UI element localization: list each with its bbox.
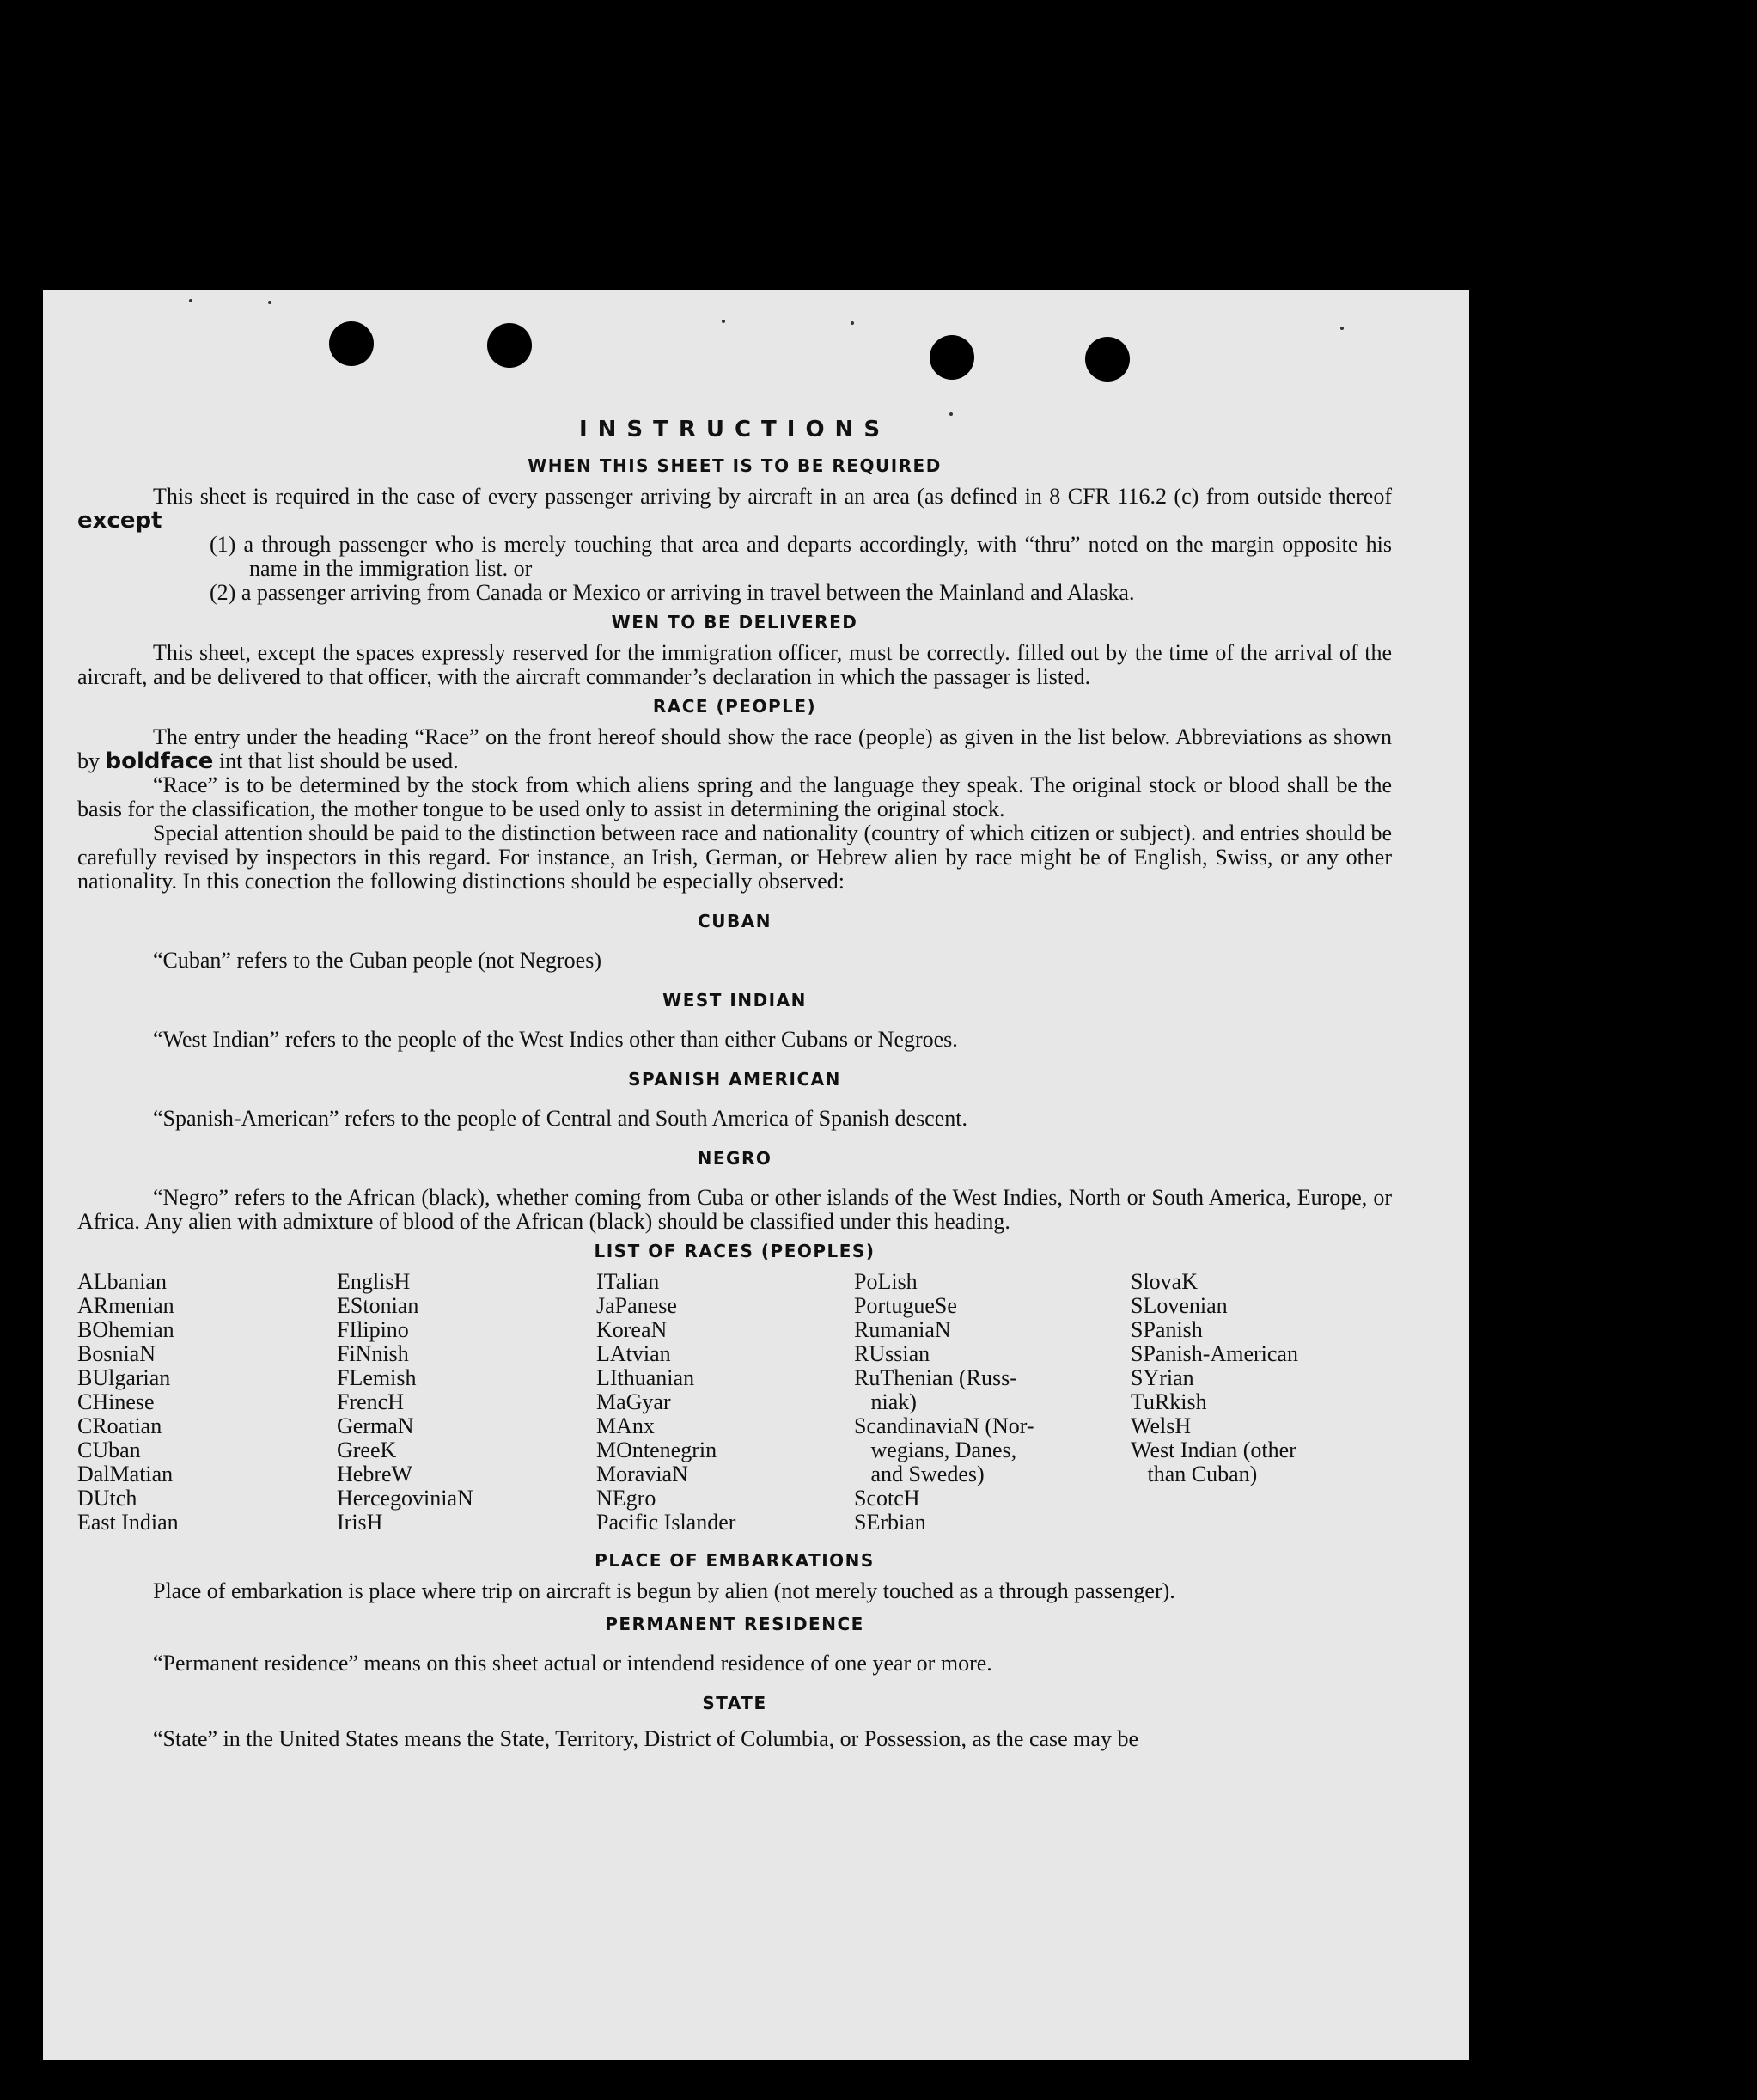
race-entry: MOntenegrin xyxy=(596,1438,717,1462)
race-entry: HercegoviniaN xyxy=(337,1486,473,1511)
race-entry: SlovaK xyxy=(1131,1269,1198,1294)
punch-hole xyxy=(487,323,532,368)
exception-item-2: (2) a passenger arriving from Canada or Mexico or arriving in travel between the Mainland and Alaska. xyxy=(210,580,1135,605)
race-entry: FrencH xyxy=(337,1389,404,1414)
race-entry: EStonian xyxy=(337,1293,419,1318)
race-entry: FiNnish xyxy=(337,1341,409,1366)
spanish-american-paragraph: “Spanish-American” refers to the people of Central and South America of Spanish descent. xyxy=(153,1106,967,1131)
race-entry: SErbian xyxy=(854,1510,926,1535)
race-entry: MaGyar xyxy=(596,1389,671,1414)
section-heading-delivered: WEN TO BE DELIVERED xyxy=(611,612,858,632)
race-entry: EnglisH xyxy=(337,1269,411,1294)
race-entry: HebreW xyxy=(337,1462,413,1486)
race-entry: West Indian (other xyxy=(1131,1438,1296,1462)
race-p1-text: The entry under the heading “Race” on the front hereof should show the race (people) as given in the list below. Abbreviations as shown by xyxy=(77,724,1392,773)
race-entry: PoLish xyxy=(854,1269,918,1294)
races-list xyxy=(77,1270,1392,1535)
scan-speck xyxy=(1340,327,1344,330)
race-entry: ALbanian xyxy=(77,1269,167,1294)
section-heading-spanish-american: SPANISH AMERICAN xyxy=(628,1069,841,1090)
section-heading-residence: PERMANENT RESIDENCE xyxy=(605,1614,864,1634)
race-entry: than Cuban) xyxy=(1131,1462,1258,1486)
required-intro-text: This sheet is required in the case of every passenger arriving by aircraft in an area (as defined in 8 CFR 116.2 (c) from outside thereof xyxy=(153,484,1392,509)
race-paragraph-3: Special attention should be paid to the distinction between race and nationality (country of which citizen or subject). and entries should be carefully revised by inspectors in this regard. For instance, an Irish, German, or Hebrew alien by race might be of English, Swiss, or any other nationality. In this conection the following distinctions should be especially observed: xyxy=(77,821,1392,894)
race-entry: wegians, Danes, xyxy=(854,1438,1017,1462)
state-paragraph: “State” in the United States means the State, Territory, District of Columbia, or Possession, as the case may be xyxy=(153,1726,1138,1751)
race-entry: PortugueSe xyxy=(854,1293,957,1318)
race-paragraph-1 xyxy=(77,725,1392,773)
punch-hole xyxy=(930,335,974,380)
race-entry: BOhemian xyxy=(77,1317,174,1342)
race-entry: ScotcH xyxy=(854,1486,920,1511)
race-entry: Pacific Islander xyxy=(596,1510,736,1535)
exception-item-1: (1) a through passenger who is merely touching that area and departs accordingly, with “thru” noted on the margin opposite his name in the immigration list. or xyxy=(210,532,1392,581)
race-entry: GreeK xyxy=(337,1438,397,1462)
race-entry: niak) xyxy=(854,1389,917,1414)
race-entry: BUlgarian xyxy=(77,1365,171,1390)
races-column-5 xyxy=(1131,1270,1388,1535)
punch-hole xyxy=(1085,337,1130,382)
race-p1-tail: int that list should be used. xyxy=(213,748,459,773)
section-heading-negro: NEGRO xyxy=(697,1148,772,1169)
race-entry: GermaN xyxy=(337,1413,414,1438)
race-entry: IrisH xyxy=(337,1510,383,1535)
page-title: INSTRUCTIONS xyxy=(578,417,891,443)
race-entry: RumaniaN xyxy=(854,1317,951,1342)
delivered-paragraph: This sheet, except the spaces expressly reserved for the immigration officer, must be correctly. filled out by the time of the arrival of the aircraft, and be delivered to that officer, with the aircraft commander’s declaration in which the passager is listed. xyxy=(77,640,1392,689)
race-entry: ARmenian xyxy=(77,1293,174,1318)
races-column-4 xyxy=(854,1270,1131,1535)
section-heading-embarkation: PLACE OF EMBARKATIONS xyxy=(595,1550,875,1571)
scan-speck xyxy=(722,320,725,323)
west-indian-paragraph: “West Indian” refers to the people of the West Indies other than either Cubans or Negroes. xyxy=(153,1027,958,1052)
race-entry: DUtch xyxy=(77,1486,137,1511)
race-entry: RuThenian (Russ- xyxy=(854,1365,1017,1390)
race-entry: East Indian xyxy=(77,1510,179,1535)
race-entry: NEgro xyxy=(596,1486,656,1511)
race-entry: SYrian xyxy=(1131,1365,1194,1390)
punch-hole xyxy=(329,321,374,366)
race-entry: LAtvian xyxy=(596,1341,671,1366)
section-heading-cuban: CUBAN xyxy=(698,911,772,931)
race-boldface-word: boldface xyxy=(105,748,214,774)
race-entry: FIlipino xyxy=(337,1317,409,1342)
race-entry: RUssian xyxy=(854,1341,930,1366)
instructions-body xyxy=(77,418,1392,1751)
section-heading-race: RACE (PEOPLE) xyxy=(652,696,817,717)
races-column-3 xyxy=(596,1270,854,1535)
race-entry: ITalian xyxy=(596,1269,660,1294)
race-entry: WelsH xyxy=(1131,1413,1192,1438)
scan-speck xyxy=(851,321,854,325)
race-entry: DalMatian xyxy=(77,1462,174,1486)
scan-speck xyxy=(949,412,953,416)
races-column-2 xyxy=(337,1270,596,1535)
document-page xyxy=(43,290,1469,2060)
section-heading-races-list: LIST OF RACES (PEOPLES) xyxy=(594,1241,875,1261)
race-entry: KoreaN xyxy=(596,1317,668,1342)
section-heading-west-indian: WEST INDIAN xyxy=(662,990,807,1010)
scan-speck xyxy=(189,299,192,302)
race-entry: JaPanese xyxy=(596,1293,677,1318)
required-paragraph xyxy=(77,485,1392,533)
cuban-paragraph: “Cuban” refers to the Cuban people (not Negroes) xyxy=(153,948,601,973)
races-column-1 xyxy=(77,1270,337,1535)
section-heading-required: WHEN THIS SHEET IS TO BE REQUIRED xyxy=(528,455,942,476)
race-entry: SPanish-American xyxy=(1131,1341,1298,1366)
race-entry: LIthuanian xyxy=(596,1365,695,1390)
negro-paragraph: “Negro” refers to the African (black), whether coming from Cuba or other islands of the West Indies, North or South America, Europe, or Africa. Any alien with admixture of blood of the African (black) should be classified under this heading. xyxy=(77,1185,1392,1234)
race-entry: CUban xyxy=(77,1438,141,1462)
embarkation-paragraph: Place of embarkation is place where trip on aircraft is begun by alien (not merely touched as a through passenger). xyxy=(153,1578,1175,1603)
race-entry: MAnx xyxy=(596,1413,655,1438)
race-paragraph-2: “Race” is to be determined by the stock from which aliens spring and the language they speak. The original stock or blood shall be the basis for the classification, the mother tongue to be used only to assist in determining the original stock. xyxy=(77,772,1392,821)
race-entry: CHinese xyxy=(77,1389,155,1414)
race-entry: SPanish xyxy=(1131,1317,1203,1342)
race-entry: FLemish xyxy=(337,1365,417,1390)
race-entry: BosniaN xyxy=(77,1341,156,1366)
race-entry: ScandinaviaN (Nor- xyxy=(854,1413,1034,1438)
race-entry: TuRkish xyxy=(1131,1389,1207,1414)
section-heading-state: STATE xyxy=(702,1693,767,1713)
race-entry: and Swedes) xyxy=(854,1462,985,1486)
required-except-bold: except xyxy=(77,508,162,534)
residence-paragraph: “Permanent residence” means on this sheet actual or intendend residence of one year or more. xyxy=(153,1651,992,1676)
race-entry: SLovenian xyxy=(1131,1293,1228,1318)
race-entry: MoraviaN xyxy=(596,1462,688,1486)
scan-speck xyxy=(268,301,271,304)
race-entry: CRoatian xyxy=(77,1413,162,1438)
